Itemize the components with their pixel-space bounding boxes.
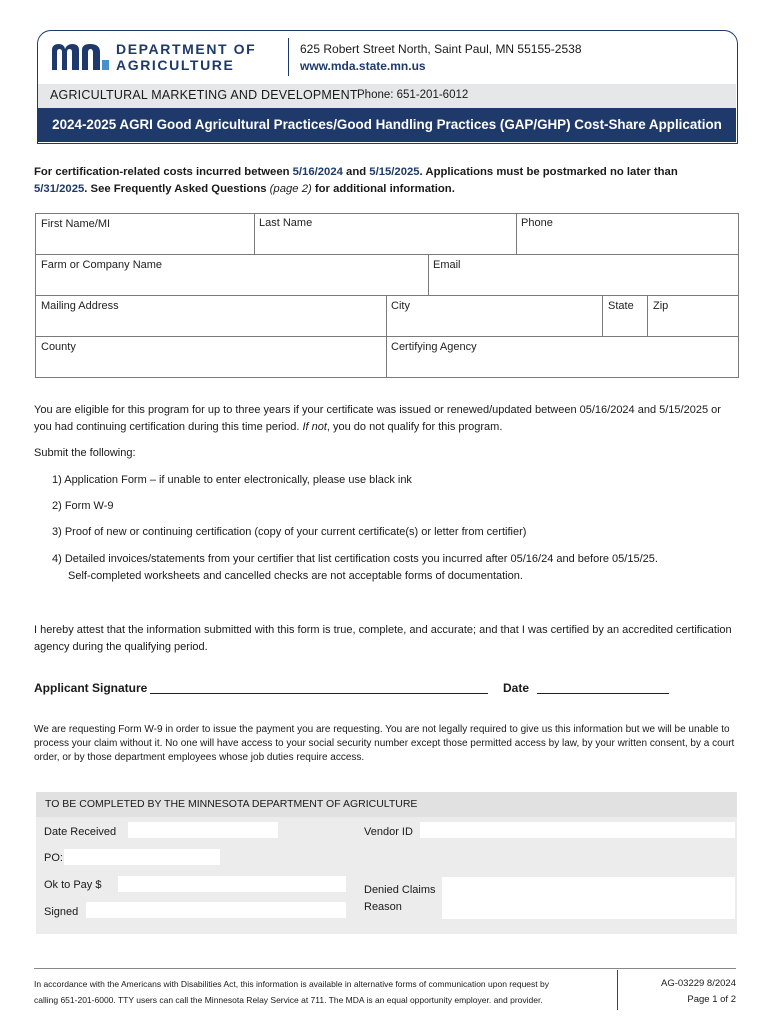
mailing-address-label: Mailing Address [41, 300, 119, 312]
date-line[interactable] [537, 693, 669, 694]
w9-notice: We are requesting Form W-9 in order to issue the payment you are requesting. You are not legally required to give us this information but we will be unable to process your claim without it. No one will have access to your social security number except those permitted access by law, by your written consent, by a court order, or by those department employees whose job duties require access. [34, 724, 735, 763]
signed-label: Signed [44, 906, 79, 918]
grid-divider [428, 254, 429, 295]
footer-rule [34, 968, 736, 969]
grid-divider [602, 295, 603, 336]
signature-line[interactable] [150, 693, 488, 694]
grid-divider [36, 295, 738, 296]
submit-item: 3) Proof of new or continuing certification (copy of your current certificate(s) or letter from certifier) [52, 526, 527, 538]
intro-part: . Applications must be postmarked no later than [419, 166, 678, 178]
submit-item-note: Self-completed worksheets and cancelled checks are not acceptable forms of documentation. [68, 570, 523, 582]
county-field[interactable] [41, 341, 383, 375]
submit-item: 2) Form W-9 [52, 500, 114, 512]
denied-claims-label: Denied Claims [364, 884, 436, 896]
eligibility-text [34, 402, 734, 436]
intro-part: for additional information. [311, 183, 455, 195]
phone-label: Phone [521, 217, 553, 229]
website-link[interactable]: www.mda.state.mn.us [300, 59, 426, 73]
county-label: County [41, 341, 76, 353]
last-name-label: Last Name [259, 217, 313, 229]
farm-name-label: Farm or Company Name [41, 259, 163, 271]
last-name-field[interactable] [259, 217, 513, 252]
division-name: AGRICULTURAL MARKETING AND DEVELOPMENT [50, 88, 358, 102]
eligibility-emphasis: If not [302, 421, 327, 433]
office-use-heading: TO BE COMPLETED BY THE MINNESOTA DEPARTMENT OF AGRICULTURE [45, 798, 418, 810]
submit-item: 1) Application Form – if unable to enter electronically, please use black ink [52, 474, 412, 486]
email-field[interactable] [433, 259, 733, 293]
faq-page-ref: (page 2) [269, 183, 312, 195]
ok-to-pay-input[interactable] [118, 876, 346, 892]
ada-notice-line1: In accordance with the Americans with Disabilities Act, this information is available in alternative forms of communication upon request by [34, 979, 549, 989]
eligibility-part: You are eligible for this program for up to three years if your certificate was issued or renewed/updated between 05/16/2024 and 5/15/2025 or you had continuing certification during this time period. [34, 404, 721, 433]
farm-name-field[interactable] [41, 259, 425, 293]
mailing-address-field[interactable] [41, 300, 383, 334]
email-label: Email [433, 259, 461, 271]
division-phone: Phone: 651-201-6012 [357, 89, 469, 101]
intro-part: and [342, 166, 370, 178]
applicant-info-grid [35, 213, 739, 378]
mda-logo [50, 40, 280, 74]
submit-heading: Submit the following: [34, 447, 136, 459]
attestation-text: I hereby attest that the information submitted with this form is true, complete, and accurate; and that I was certified by an accredited certification agency during the qualifying period. [34, 624, 732, 653]
state-field[interactable] [608, 300, 644, 334]
zip-field[interactable] [653, 300, 733, 334]
state-label: State [608, 300, 634, 312]
page-number: Page 1 of 2 [687, 994, 736, 1005]
signature-label: Applicant Signature [34, 681, 148, 695]
po-label: PO: [44, 852, 63, 864]
denied-reason-input[interactable] [442, 877, 735, 919]
header-divider [288, 38, 289, 76]
po-input[interactable] [64, 849, 220, 865]
ada-notice-line2: calling 651-201-6000. TTY users can call the Minnesota Relay Service at 711. The MDA is an equal opportunity employer. and provider. [34, 995, 543, 1005]
end-date: 5/15/2025 [369, 166, 420, 178]
vendor-id-label: Vendor ID [364, 826, 413, 838]
mn-logo-icon [50, 42, 110, 72]
first-name-field[interactable] [41, 218, 251, 252]
postmark-date: 5/31/2025 [34, 183, 85, 195]
signed-input[interactable] [86, 902, 346, 918]
date-received-label: Date Received [44, 826, 117, 838]
city-label: City [391, 300, 410, 312]
form-id: AG-03229 8/2024 [660, 978, 736, 989]
submit-item: 4) Detailed invoices/statements from your certifier that list certification costs you incurred after 05/16/24 and before 05/15/25. [52, 553, 658, 565]
phone-field[interactable] [521, 217, 733, 252]
grid-divider [36, 254, 738, 255]
logo-text-agriculture: AGRICULTURE [116, 57, 235, 73]
intro-part: . See Frequently Asked Questions [84, 183, 270, 195]
grid-divider [516, 214, 517, 254]
ok-to-pay-label: Ok to Pay $ [44, 879, 102, 891]
grid-divider [36, 336, 738, 337]
grid-divider [386, 295, 387, 377]
denied-reason-label: Reason [364, 901, 402, 913]
zip-label: Zip [653, 300, 669, 312]
city-field[interactable] [391, 300, 599, 334]
certifying-agency-label: Certifying Agency [391, 341, 477, 353]
start-date: 5/16/2024 [292, 166, 343, 178]
intro-text [34, 164, 734, 198]
certifying-agency-field[interactable] [391, 341, 733, 375]
date-received-input[interactable] [128, 822, 278, 838]
date-label: Date [503, 681, 530, 695]
grid-divider [254, 214, 255, 254]
intro-part: For certification-related costs incurred between [34, 166, 293, 178]
vendor-id-input[interactable] [420, 822, 735, 838]
eligibility-part: , you do not qualify for this program. [326, 421, 503, 433]
first-name-label: First Name/MI [41, 218, 111, 230]
address: 625 Robert Street North, Saint Paul, MN 55155-2538 [300, 42, 582, 56]
footer-divider [617, 970, 618, 1010]
logo-text-department: DEPARTMENT OF [116, 41, 257, 57]
grid-divider [647, 295, 648, 336]
form-title: 2024-2025 AGRI Good Agricultural Practices/Good Handling Practices (GAP/GHP) Cost-Share Application [52, 117, 722, 132]
